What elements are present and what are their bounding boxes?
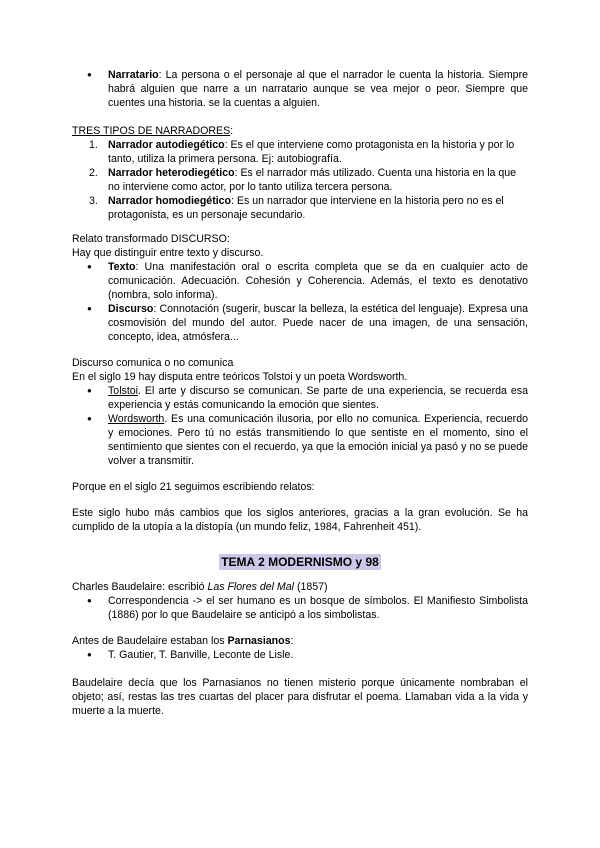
list-number: 3. [89,195,98,207]
list-item-discurso [72,302,528,344]
relato-line-1: Relato transformado DISCURSO: [72,233,230,245]
baudelaire-line [72,580,528,594]
baudelaire-prefix: Charles Baudelaire: escribió [72,581,208,593]
parnasianos-names: T. Gautier, T. Banville, Leconte de Lisle. [108,649,294,661]
porque-paragraph: Porque en el siglo 21 seguimos escribiendo relatos: [72,481,315,493]
tolstoi-list [72,384,528,412]
list-item-tolstoi [72,384,528,412]
narratario-list [72,68,528,110]
list-item-narrador-2 [72,166,528,194]
relato-line-2: Hay que distinguir entre texto y discurso. [72,247,264,259]
tema-heading: TEMA 2 MODERNISMO y 98 [221,555,379,569]
tema-heading-wrap [72,554,528,570]
correspondencia-list [72,594,528,622]
este-siglo-paragraph: Este siglo hubo más cambios que los siglos anteriores, gracias a la gran evolución. Se ha cumplido de la utopía a la distopía (un mundo feliz, 1984, Fahrenheit 451). [72,507,528,533]
narrador-definition: : Es el que interviene como protagonista en la historia y por lo tanto, utiliza la primera persona. Ej: autobiografía. [108,139,515,165]
term-texto: Texto [108,261,136,273]
term-homodiegetico: Narrador homodiegético [108,195,232,207]
discurso-line-2: En el siglo 19 hay disputa entre teóricos Tolstoi y un poeta Wordsworth. [72,371,408,383]
list-item-parnasianos [72,648,528,662]
discurso-definition: : Connotación (sugerir, buscar la belleza, la estética del lenguaje). Expresa una cosmovisión del mundo del autor. Puede nacer de una imagen, de una sensación, concepto, idea, atmósfera... [108,303,528,343]
wordsworth-list [72,412,528,468]
antes-prefix: Antes de Baudelaire estaban los [72,635,228,647]
list-item-correspondencia [72,594,528,622]
term-heterodiegetico: Narrador heterodiegético [108,167,235,179]
list-number: 1. [89,139,98,151]
list-item-narrador-1 [72,138,528,166]
term-wordsworth: Wordsworth [108,413,165,425]
document-page [72,68,528,718]
narradores-list [72,138,528,222]
narrador-definition: : Es un narrador que interviene en la historia pero no es el protagonista, es un personaje secundario. [108,195,504,221]
tolstoi-text: . El arte y discurso se comunican. Se parte de una experiencia, se recuerda esa experiencia y estás comunicando la emoción que sientes. [108,385,528,411]
term-autodiegetico: Narrador autodiegético [108,139,225,151]
term-parnasianos: Parnasianos [227,635,291,647]
term-tolstoi: Tolstoi [108,385,139,397]
book-title: Las Flores del Mal [207,581,294,593]
list-item-narratario [72,68,528,110]
list-item-narrador-3 [72,194,528,222]
tres-tipos-heading: TRES TIPOS DE NARRADORES [72,125,231,137]
section-heading-tres-tipos [72,124,528,138]
term-discurso: Discurso [108,303,154,315]
correspondencia-text: Correspondencia -> el ser humano es un bosque de símbolos. El Manifiesto Simbolista (1886) por lo que Baudelaire se anticipó a los simbolistas. [108,595,528,621]
texto-discurso-list [72,260,528,344]
baudelaire-year: (1857) [294,581,328,593]
discurso-line-1: Discurso comunica o no comunica [72,357,234,369]
final-paragraph: Baudelaire decía que los Parnasianos no tienen misterio porque únicamente nombraban el objeto; así, restas las tres cuartas del placer para disfrutar el poema. Llamaban vida a la vida y muerte a la muerte. [72,677,528,717]
list-item-texto [72,260,528,302]
wordsworth-text: . Es una comunicación ilusoria, por ello no comunica. Experiencia, recuerdo y emociones. Pero tú no estás transmitiendo lo que sentiste en el momento, sino el sentimiento que sientes con el recuerdo, ya que la emoción inicial ya pasó y no se puede volver a transmitir. [108,413,528,467]
tres-tipos-colon: : [230,125,234,137]
antes-line [72,634,528,648]
narrador-definition: : Es el narrador más utilizado. Cuenta una historia en la que no interviene como actor, por lo tanto utiliza tercera persona. [108,167,517,193]
term-narratario: Narratario [108,69,159,81]
list-number: 2. [89,167,98,179]
texto-definition: : Una manifestación oral o escrita completa que se da en cualquier acto de comunicación. Adecuación. Cohesión y Coherencia. Además, el texto es denotativo (nombra, solo informa). [108,261,528,301]
antes-colon: : [290,635,294,647]
narratario-definition: : La persona o el personaje al que el narrador le cuenta la historia. Siempre habrá alguien que narre a un narratario aunque se vea mejor o peor. Siempre que cuentes una historia. se la cuentas a alguien. [108,69,528,109]
parnasianos-list [72,648,528,662]
list-item-wordsworth [72,412,528,468]
